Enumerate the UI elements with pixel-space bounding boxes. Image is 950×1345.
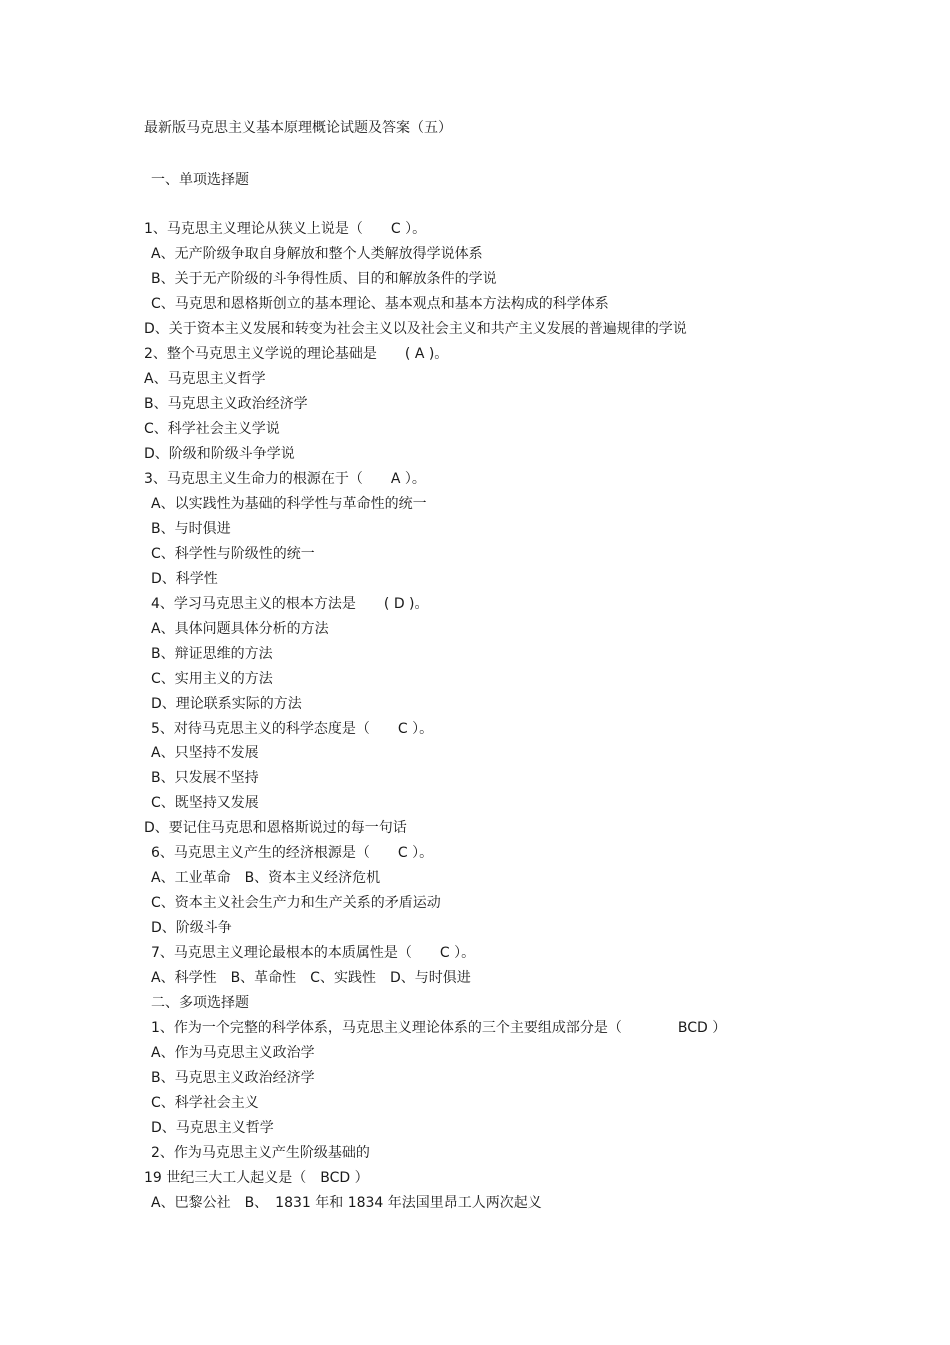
question-stem: 19 世纪三大工人起义是（ BCD ） — [144, 1170, 369, 1186]
option-line: C、实用主义的方法 — [151, 671, 273, 687]
question-stem: 2、作为马克思主义产生阶级基础的 — [151, 1145, 370, 1161]
option-line: A、工业革命 B、资本主义经济危机 — [151, 870, 381, 886]
option-line: D、要记住马克思和恩格斯说过的每一句话 — [144, 820, 407, 836]
option-line: B、马克思主义政治经济学 — [144, 396, 308, 412]
option-line: A、无产阶级争取自身解放和整个人类解放得学说体系 — [151, 246, 483, 262]
option-line: A、马克思主义哲学 — [144, 371, 266, 387]
option-line: D、理论联系实际的方法 — [151, 696, 302, 712]
document-title: 最新版马克思主义基本原理概论试题及答案（五） — [144, 120, 452, 136]
option-line: A、具体问题具体分析的方法 — [151, 621, 329, 637]
option-line: A、只坚持不发展 — [151, 745, 259, 761]
question-stem: 2、整个马克思主义学说的理论基础是 ( A )。 — [144, 346, 449, 362]
option-line: C、资本主义社会生产力和生产关系的矛盾运动 — [151, 895, 441, 911]
question-stem: 6、马克思主义产生的经济根源是（ C ）。 — [151, 845, 434, 861]
question-stem: 7、马克思主义理论最根本的本质属性是（ C ）。 — [151, 945, 476, 961]
option-line: C、科学社会主义 — [151, 1095, 259, 1111]
option-line: C、科学社会主义学说 — [144, 421, 280, 437]
question-stem: 1、马克思主义理论从狭义上说是（ C ）。 — [144, 221, 427, 237]
option-line: D、科学性 — [151, 571, 218, 587]
option-line: A、科学性 B、革命性 C、实践性 D、与时俱进 — [151, 970, 471, 986]
option-line: B、只发展不坚持 — [151, 770, 259, 786]
option-line: C、马克思和恩格斯创立的基本理论、基本观点和基本方法构成的科学体系 — [151, 296, 609, 312]
question-stem: 4、学习马克思主义的根本方法是 ( D )。 — [151, 596, 429, 612]
option-line: D、阶级和阶级斗争学说 — [144, 446, 295, 462]
question-stem: 1、作为一个完整的科学体系，马克思主义理论体系的三个主要组成部分是（ BCD ） — [151, 1020, 727, 1036]
section-heading-single-choice: 一、单项选择题 — [151, 172, 249, 188]
option-line: A、巴黎公社 B、 1831 年和 1834 年法国里昂工人两次起义 — [151, 1195, 542, 1211]
question-stem: 5、对待马克思主义的科学态度是（ C ）。 — [151, 721, 434, 737]
section-heading-multiple-choice: 二、多项选择题 — [151, 995, 249, 1011]
option-line: D、马克思主义哲学 — [151, 1120, 274, 1136]
option-line: C、科学性与阶级性的统一 — [151, 546, 315, 562]
option-line: D、关于资本主义发展和转变为社会主义以及社会主义和共产主义发展的普遍规律的学说 — [144, 321, 687, 337]
option-line: A、以实践性为基础的科学性与革命性的统一 — [151, 496, 427, 512]
option-line: B、辩证思维的方法 — [151, 646, 273, 662]
option-line: B、关于无产阶级的斗争得性质、目的和解放条件的学说 — [151, 271, 497, 287]
question-stem: 3、马克思主义生命力的根源在于（ A ）。 — [144, 471, 426, 487]
option-line: B、马克思主义政治经济学 — [151, 1070, 315, 1086]
option-line: A、作为马克思主义政治学 — [151, 1045, 315, 1061]
option-line: D、阶级斗争 — [151, 920, 232, 936]
option-line: C、既坚持又发展 — [151, 795, 259, 811]
option-line: B、与时俱进 — [151, 521, 231, 537]
